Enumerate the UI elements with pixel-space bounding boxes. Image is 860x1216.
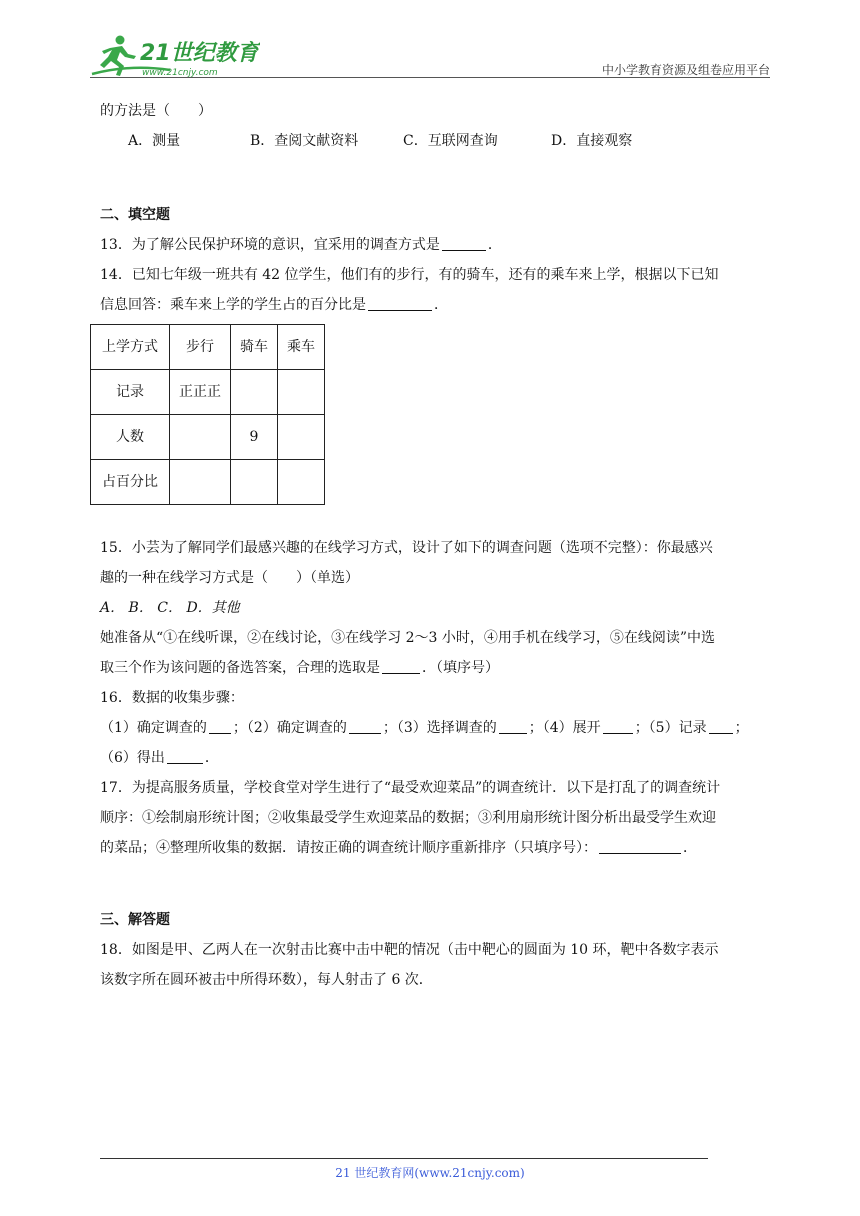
question-18-line2: 该数字所在圆环被击中所得环数），每人射击了 6 次．	[100, 972, 433, 988]
q16-blank-4[interactable]	[603, 717, 633, 734]
q12-tail: 的方法是（ ）	[100, 103, 212, 119]
question-17-line1: 17．为提高服务质量，学校食堂对学生进行了“最受欢迎菜品”的调查统计．以下是打乱了的调查统计	[100, 780, 721, 796]
table-cell: 9	[231, 415, 278, 460]
q12-options	[100, 126, 765, 156]
question-16-line3: （6）得出 ．	[100, 743, 765, 773]
question-15-options: A． B． C． D．其他	[100, 600, 240, 616]
q13-blank[interactable]	[442, 234, 486, 251]
section-fill-blank-title: 二、填空题	[100, 207, 170, 223]
table-cell: 占百分比	[91, 460, 170, 505]
platform-name: 中小学教育资源及组卷应用平台	[601, 63, 770, 77]
table-row	[91, 415, 325, 460]
table-cell	[278, 415, 325, 460]
question-13: 13．为了解公民保护环境的意识，宜采用的调查方式是 ．	[100, 230, 765, 260]
table-header-cell: 上学方式	[91, 325, 170, 370]
table-cell	[170, 415, 231, 460]
q14-blank[interactable]	[368, 294, 432, 311]
table-cell: 记录	[91, 370, 170, 415]
svg-text:www.21cnjy.com: www.21cnjy.com	[142, 68, 218, 78]
table-cell: 人数	[91, 415, 170, 460]
q16-blank-2[interactable]	[349, 717, 381, 734]
table-cell	[231, 460, 278, 505]
q12-option-b: B．查阅文献资料	[250, 133, 359, 149]
question-15-line5: 取三个作为该问题的备选答案，合理的选取是 ．（填序号）	[100, 653, 765, 683]
question-14-line1: 14．已知七年级一班共有 42 位学生，他们有的步行，有的骑车，还有的乘车来上学，根据以下已知	[100, 267, 719, 283]
table-row	[91, 370, 325, 415]
document-body	[100, 96, 765, 995]
svg-text:21世纪教育: 21世纪教育	[140, 41, 259, 66]
q17-blank[interactable]	[599, 837, 681, 854]
table-cell	[278, 460, 325, 505]
q12-option-a: A．测量	[128, 133, 181, 149]
question-17-line2: 顺序：①绘制扇形统计图；②收集最受学生欢迎菜品的数据；③利用扇形统计图分析出最受学生欢迎	[100, 810, 716, 826]
footer-divider	[100, 1158, 708, 1159]
question-18-line1: 18．如图是甲、乙两人在一次射击比赛中击中靶的情况（击中靶心的圆面为 10 环，靶中各数字表示	[100, 942, 719, 958]
question-16-line2: （1）确定调查的 ；（2）确定调查的 ；（3）选择调查的 ；（4）展开 ；（5）记录 ；	[100, 713, 765, 743]
question-14-line2: 信息回答：乘车来上学的学生占的百分比是 ．	[100, 290, 765, 320]
q12-option-c: C．互联网查询	[403, 133, 498, 149]
question-15-line4: 她准备从“①在线听课，②在线讨论，③在线学习 2～3 小时，④用手机在线学习，⑤在线阅读”中选	[100, 630, 716, 646]
table-header-row	[91, 325, 325, 370]
table-cell	[170, 460, 231, 505]
commute-table	[90, 324, 325, 505]
q12-option-d: D．直接观察	[551, 133, 633, 149]
page-header	[90, 30, 770, 82]
table-cell	[231, 370, 278, 415]
table-header-cell: 乘车	[278, 325, 325, 370]
table-header-cell: 步行	[170, 325, 231, 370]
question-15-line2: 趣的一种在线学习方式是（ ）（单选）	[100, 570, 359, 586]
q15-blank[interactable]	[382, 657, 420, 674]
question-15-line1: 15．小芸为了解同学们最感兴趣的在线学习方式，设计了如下的调查问题（选项不完整）：你最感兴	[100, 540, 713, 556]
q16-blank-1[interactable]	[209, 717, 231, 734]
table-header-cell: 骑车	[231, 325, 278, 370]
site-logo	[90, 30, 260, 80]
header-divider	[90, 77, 770, 78]
q16-blank-6[interactable]	[167, 747, 203, 764]
table-cell: 正正正	[170, 370, 231, 415]
table-cell	[278, 370, 325, 415]
q16-blank-5[interactable]	[709, 717, 733, 734]
table-row	[91, 460, 325, 505]
q16-blank-3[interactable]	[499, 717, 527, 734]
question-17-line3: 的菜品；④整理所收集的数据．请按正确的调查统计顺序重新排序（只填序号）： ．	[100, 833, 765, 863]
section-answer-title: 三、解答题	[100, 912, 170, 928]
page-footer: 21 世纪教育网(www.21cnjy.com)	[335, 1166, 525, 1180]
question-16-line1: 16．数据的收集步骤：	[100, 690, 244, 706]
